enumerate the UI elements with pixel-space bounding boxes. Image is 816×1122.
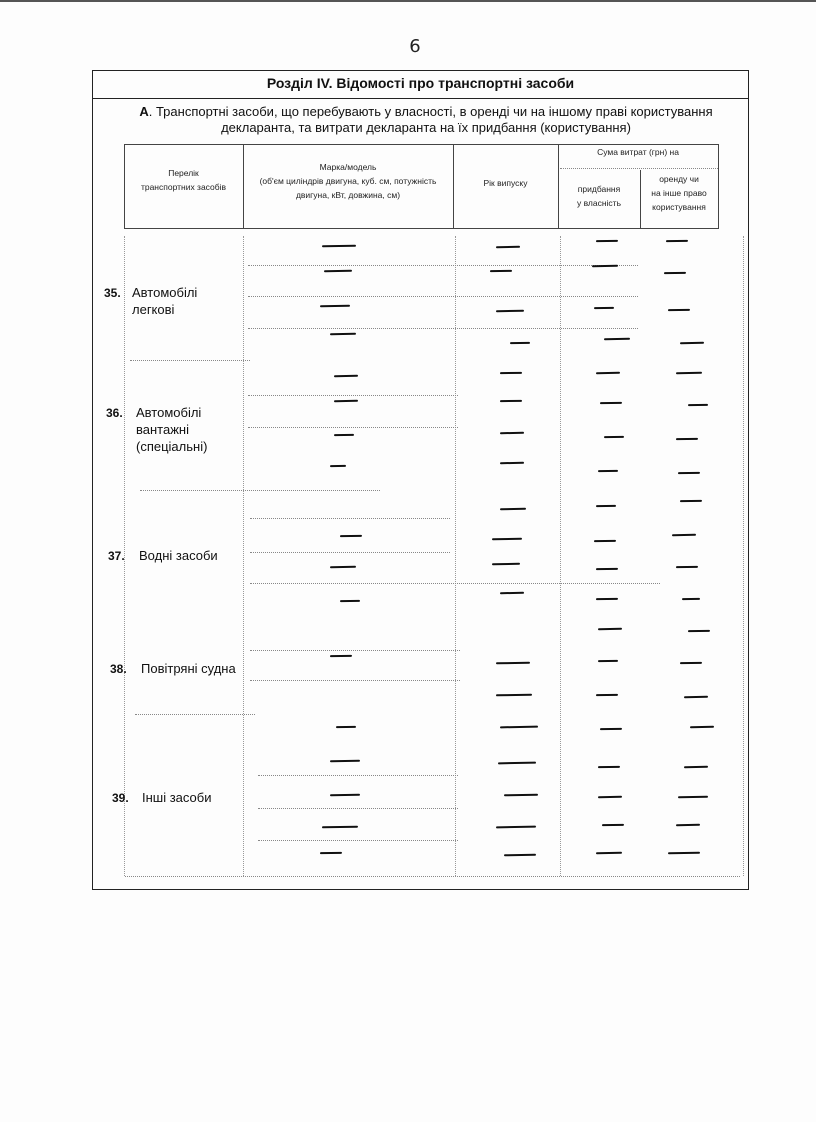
dash-mark [596, 598, 618, 600]
body-guide-4 [560, 236, 561, 876]
dash-mark [680, 342, 704, 344]
dash-mark [500, 432, 524, 434]
header-col-list [124, 166, 243, 194]
dash-mark [500, 400, 522, 402]
header-col-year: Рік випуску [483, 178, 528, 188]
dash-mark [604, 436, 624, 438]
row-number: 36. [106, 406, 123, 420]
dash-mark [594, 540, 616, 542]
dash-mark [676, 824, 700, 826]
dash-mark [680, 662, 702, 664]
subsection-text-line2: декларанта, та витрати декларанта на їх придбання (користування) [221, 120, 631, 135]
dash-mark [602, 824, 624, 826]
dash-mark [682, 598, 700, 600]
dash-mark [340, 535, 362, 537]
header-col-brand-line2: (об'єм циліндрів двигуна, куб. см, потужність [259, 176, 437, 186]
dash-mark [596, 694, 618, 696]
header-col-purchase [558, 182, 640, 210]
dash-mark [336, 726, 356, 728]
top-border-line [0, 0, 816, 2]
dash-mark [676, 438, 698, 440]
body-row-line [125, 876, 740, 877]
body-row-line [250, 650, 460, 651]
dash-mark [598, 628, 622, 630]
dash-mark [680, 500, 702, 502]
dash-mark [340, 600, 360, 602]
body-row-line [248, 265, 638, 266]
row-label: Інші засоби [142, 790, 212, 805]
dash-mark [600, 402, 622, 404]
title-separator [92, 98, 749, 99]
dash-mark [596, 568, 618, 570]
row-label-line1: Автомобілі [132, 285, 198, 300]
subsection-letter: А [139, 104, 149, 119]
row-label-line2: вантажні [136, 422, 189, 437]
header-col-lease-line1: оренду чи [659, 174, 699, 184]
dash-mark [598, 766, 620, 768]
dash-mark [334, 400, 358, 402]
dash-mark [596, 505, 616, 507]
subsection-heading [120, 104, 732, 136]
dash-mark [330, 465, 346, 467]
body-guide-5 [743, 236, 744, 876]
dash-mark [500, 592, 524, 594]
header-subdivider [560, 168, 718, 169]
row-number: 39. [112, 791, 129, 805]
body-row-line [258, 775, 458, 776]
header-vline-5 [718, 144, 719, 229]
body-row-line [248, 395, 458, 396]
dash-mark [688, 404, 708, 406]
dash-mark [668, 309, 690, 311]
dash-mark [596, 372, 620, 374]
dash-mark [684, 766, 708, 768]
dash-mark [500, 462, 524, 464]
header-col-brand [243, 160, 453, 202]
row-label-line3: (спеціальні) [136, 439, 208, 454]
dash-mark [334, 375, 358, 377]
header-col-purchase-line1: придбання [577, 184, 621, 194]
header-col-list-line1: Перелік [168, 168, 199, 178]
body-row-line [250, 552, 450, 553]
body-row-line [258, 840, 458, 841]
dash-mark [510, 342, 530, 344]
body-row-line [258, 808, 458, 809]
row-number: 37. [108, 549, 125, 563]
header-col-expenses: Сума витрат (грн) на [597, 147, 679, 157]
body-guide-3 [455, 236, 456, 876]
page-number: 6 [409, 36, 421, 57]
header-bottom-line [124, 228, 719, 229]
dash-mark [334, 434, 354, 436]
row-label-line1: Автомобілі [136, 405, 202, 420]
body-row-line [248, 427, 458, 428]
row-label: Водні засоби [139, 548, 218, 563]
dash-mark [666, 240, 688, 242]
dash-mark [672, 534, 696, 536]
body-row-line [248, 296, 638, 297]
dash-mark [596, 240, 618, 242]
body-row-line [130, 360, 250, 361]
dash-mark [676, 566, 698, 568]
row-label [132, 284, 242, 318]
dash-mark [500, 372, 522, 374]
header-col-purchase-line2: у власність [576, 198, 622, 208]
body-row-line [140, 490, 380, 491]
body-row-line [250, 680, 460, 681]
body-row-line [250, 518, 450, 519]
dash-mark [664, 272, 686, 274]
section-title: Розділ IV. Відомості про транспортні засоби [266, 75, 575, 91]
dash-mark [598, 660, 618, 662]
row-label-line2: легкові [132, 302, 175, 317]
dash-mark [688, 630, 710, 632]
header-col-brand-line1: Марка/модель [319, 162, 377, 172]
row-label: Повітряні судна [141, 661, 236, 676]
dash-mark [600, 728, 622, 730]
row-label [136, 404, 246, 455]
header-col-brand-line3: двигуна, кВт, довжина, см) [295, 190, 401, 200]
dash-mark [330, 655, 352, 657]
dash-mark [690, 726, 714, 728]
row-number: 35. [104, 286, 121, 300]
row-number: 38. [110, 662, 127, 676]
header-col-list-line2: транспортних засобів [140, 182, 227, 192]
header-col-lease-line2: на інше право [651, 188, 707, 198]
dash-mark [684, 696, 708, 698]
dash-mark [496, 246, 520, 248]
dash-mark [594, 307, 614, 309]
body-row-line [250, 583, 660, 584]
body-row-line [248, 328, 638, 329]
dash-mark [490, 270, 512, 272]
dash-mark [598, 470, 618, 472]
header-col-lease-line3: користування [652, 202, 706, 212]
body-row-line [135, 714, 255, 715]
header-col-lease [640, 172, 718, 214]
dash-mark [320, 852, 342, 854]
dash-mark [678, 472, 700, 474]
subsection-text-line1: . Транспортні засоби, що перебувають у власності, в оренді чи на іншому праві користування [148, 104, 713, 119]
dash-mark [598, 796, 622, 798]
